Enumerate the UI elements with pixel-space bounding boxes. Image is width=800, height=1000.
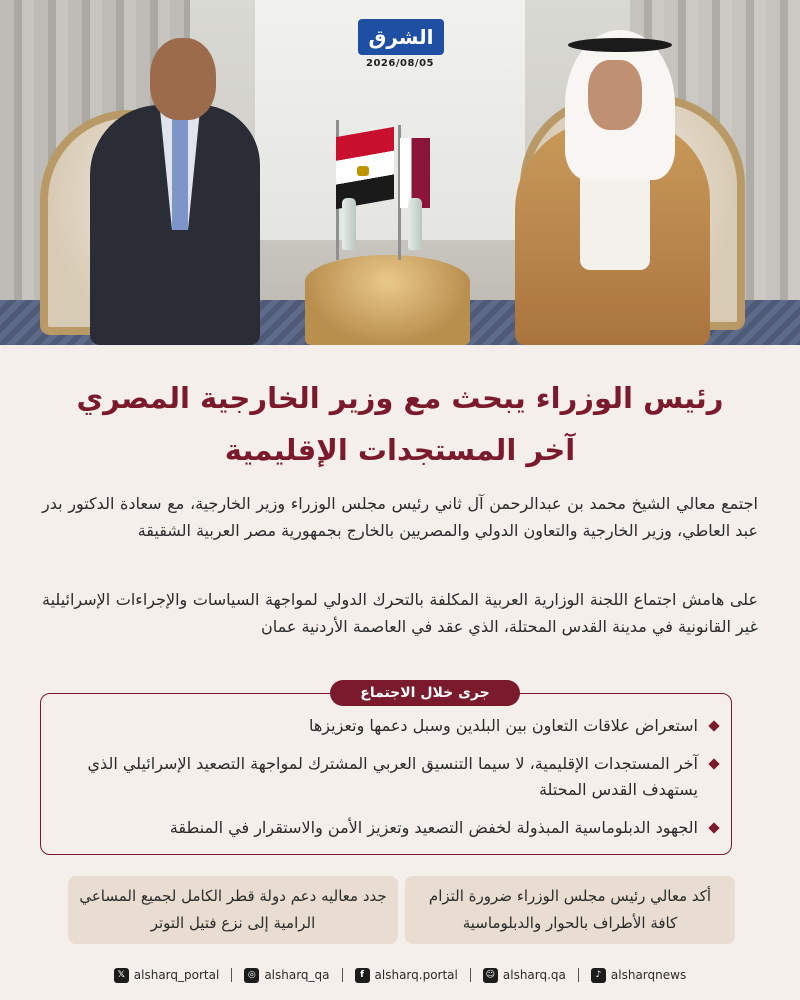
social-snapchat[interactable] [483, 968, 566, 983]
meeting-photo [0, 0, 800, 345]
social-instagram[interactable] [244, 968, 329, 983]
meeting-point: آخر المستجدات الإقليمية، لا سيما التنسيق العربي المشترك لمواجهة التصعيد الإسرائيلي الذي يستهدف القدس المحتلة [70, 751, 720, 803]
divider [231, 968, 232, 982]
egypt-eagle-icon [357, 166, 369, 176]
water-bottle [342, 198, 356, 250]
side-table [305, 255, 470, 345]
snapchat-icon: ☺ [483, 968, 498, 983]
social-footer [0, 962, 800, 988]
logo-text: الشرق [368, 25, 434, 49]
x-icon: 𝕏 [114, 968, 129, 983]
statement-card-right: أكد معالي رئيس مجلس الوزراء ضرورة التزام كافة الأطراف بالحوار والدبلوماسية [405, 876, 735, 944]
social-handle: alsharq.qa [502, 968, 566, 982]
meeting-point: استعراض علاقات التعاون بين البلدين وسبل دعمها وتعزيزها [70, 713, 720, 739]
social-x[interactable] [114, 968, 220, 983]
headline [40, 372, 760, 476]
instagram-icon: ◎ [244, 968, 259, 983]
facebook-icon: f [355, 968, 370, 983]
social-tiktok[interactable] [591, 968, 686, 983]
divider [470, 968, 471, 982]
social-handle: alsharqnews [610, 968, 687, 982]
divider [342, 968, 343, 982]
paragraph-context: على هامش اجتماع اللجنة الوزارية العربية المكلفة بالتحرك الدولي لمواجهة السياسات والإجراءات الإسرائيلية غير القانونية في مدينة القدس المحتلة، الذي عقد في العاصمة الأردنية عمان [42, 590, 758, 636]
divider [578, 968, 579, 982]
person-left-head [150, 38, 216, 120]
alsharq-logo [358, 19, 444, 55]
tiktok-icon: ♪ [591, 968, 606, 983]
headline-line-1: رئيس الوزراء يبحث مع وزير الخارجية المصري [76, 381, 724, 415]
person-right-face [588, 60, 642, 130]
water-bottle [408, 198, 422, 250]
meeting-label-badge: جرى خلال الاجتماع [330, 680, 520, 706]
social-handle: alsharq_qa [264, 968, 330, 982]
social-handle: alsharq_portal [133, 968, 220, 982]
meeting-point: الجهود الدبلوماسية المبذولة لخفض التصعيد وتعزيز الأمن والاستقرار في المنطقة [70, 815, 720, 841]
social-facebook[interactable] [355, 968, 458, 983]
social-handle: alsharq.portal [374, 968, 458, 982]
person-right-agal [568, 38, 672, 52]
headline-line-2: آخر المستجدات الإقليمية [224, 433, 576, 467]
statement-card-left: جدد معاليه دعم دولة قطر الكامل لجميع المساعي الرامية إلى نزع فتيل التوتر [68, 876, 398, 944]
paragraph-intro: اجتمع معالي الشيخ محمد بن عبدالرحمن آل ثاني رئيس مجلس الوزراء وزير الخارجية، مع سعادة الدكتور بدر عبد العاطي، وزير الخارجية والتعاون الدولي والمصريين بالخارج بجمهورية مصر العربية الشقيقة [42, 494, 758, 540]
post-date: 2026/08/05 [366, 58, 434, 69]
